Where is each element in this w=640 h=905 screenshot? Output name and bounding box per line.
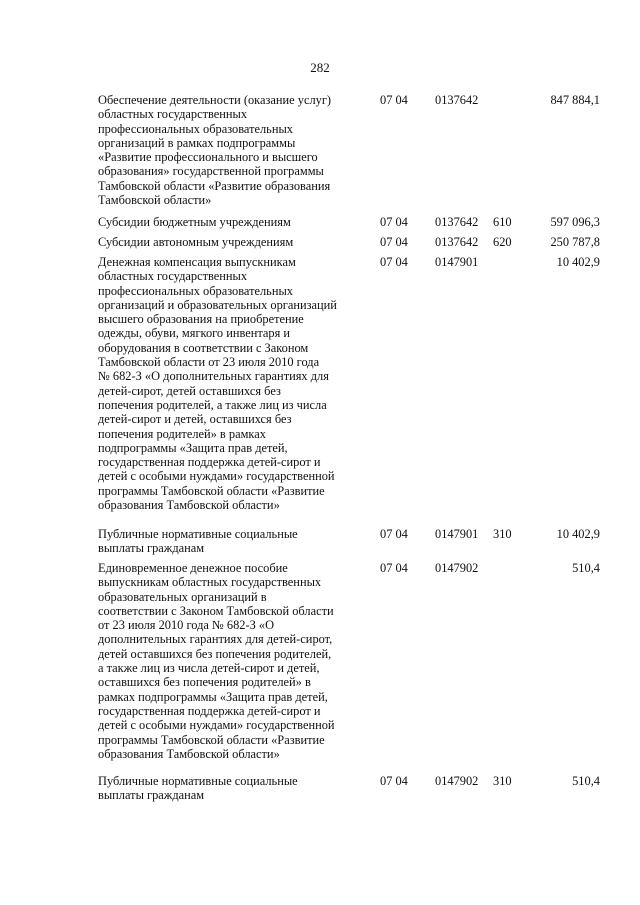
expense-kind: 310 <box>493 527 512 541</box>
description-line: государственная поддержка детей-сирот и <box>98 455 321 470</box>
row-description <box>98 561 360 761</box>
description-line: детей с особыми нуждами» государственной <box>98 718 335 733</box>
section-code: 07 04 <box>380 561 408 575</box>
description-line: оборудования в соответствии с Законом <box>98 340 309 355</box>
description-line: образовательных организаций в <box>98 589 267 604</box>
target-code: 0147901 <box>435 527 479 541</box>
description-line: рамках подпрограммы «Защита прав детей, <box>98 689 328 704</box>
amount: 510,4 <box>572 774 600 788</box>
description-line: образования Тамбовской области» <box>98 498 280 513</box>
target-code: 0147902 <box>435 561 479 575</box>
description-line: дополнительных гарантиях для детей-сирот, <box>98 632 333 647</box>
description-line: Обеспечение деятельности (оказание услуг) <box>98 93 332 107</box>
expense-kind: 610 <box>493 215 512 229</box>
amount: 510,4 <box>572 561 600 575</box>
description-line: областных государственных <box>98 269 248 284</box>
section-code: 07 04 <box>380 255 408 269</box>
row-description <box>98 215 360 229</box>
description-line: областных государственных <box>98 107 248 122</box>
description-line: профессиональных образовательных <box>98 121 293 136</box>
description-line: Публичные нормативные социальные <box>98 774 298 788</box>
row-description <box>98 93 360 207</box>
description-line: детей-сирот, детей оставшихся без <box>98 383 281 398</box>
amount: 597 096,3 <box>550 215 600 229</box>
amount: 847 884,1 <box>550 93 600 107</box>
description-line: высшего образования на приобретение <box>98 312 304 327</box>
description-line: от 23 июля 2010 года № 682-З «О <box>98 618 275 633</box>
target-code: 0137642 <box>435 235 479 249</box>
description-line: Субсидии автономным учреждениям <box>98 235 294 249</box>
description-line: Тамбовской области» <box>98 193 212 208</box>
target-code: 0137642 <box>435 93 479 107</box>
description-line: одежды, обуви, мягкого инвентаря и <box>98 326 291 341</box>
description-line: организаций и образовательных организаций <box>98 297 337 312</box>
description-line: Тамбовской области «Развитие образования <box>98 178 331 193</box>
section-code: 07 04 <box>380 235 408 249</box>
description-line: Единовременное денежное пособие <box>98 561 288 575</box>
amount: 10 402,9 <box>556 527 600 541</box>
description-line: государственная поддержка детей-сирот и <box>98 703 321 718</box>
description-line: № 682-З «О дополнительных гарантиях для <box>98 369 329 384</box>
description-line: Публичные нормативные социальные <box>98 527 298 541</box>
description-line: образования» государственной программы <box>98 164 324 179</box>
description-line: «Развитие профессионального и высшего <box>98 150 318 165</box>
target-code: 0137642 <box>435 215 479 229</box>
description-line: попечения родителей, а также лиц из числа <box>98 397 327 412</box>
expense-kind: 620 <box>493 235 512 249</box>
description-line: организаций в рамках подпрограммы <box>98 135 296 150</box>
row-description <box>98 235 360 249</box>
description-line: детей с особыми нуждами» государственной <box>98 469 335 484</box>
section-code: 07 04 <box>380 527 408 541</box>
description-line: попечения родителей» в рамках <box>98 426 266 441</box>
description-line: подпрограммы «Защита прав детей, <box>98 440 288 455</box>
section-code: 07 04 <box>380 215 408 229</box>
description-line: выплаты гражданам <box>98 541 205 556</box>
page-number: 282 <box>310 60 330 75</box>
description-line: выплаты гражданам <box>98 788 205 803</box>
section-code: 07 04 <box>380 774 408 788</box>
target-code: 0147901 <box>435 255 479 269</box>
description-line: Тамбовской области от 23 июля 2010 года <box>98 355 320 370</box>
amount: 10 402,9 <box>556 255 600 269</box>
description-line: соответствии с Законом Тамбовской области <box>98 603 334 618</box>
section-code: 07 04 <box>380 93 408 107</box>
description-line: детей оставшихся без попечения родителей, <box>98 646 332 661</box>
description-line: а также лиц из числа детей-сирот и детей, <box>98 661 320 676</box>
description-line: Денежная компенсация выпускникам <box>98 255 296 269</box>
row-description <box>98 774 360 803</box>
target-code: 0147902 <box>435 774 479 788</box>
description-line: программы Тамбовской области «Развитие <box>98 732 325 747</box>
description-line: профессиональных образовательных <box>98 283 293 298</box>
row-description <box>98 255 360 512</box>
description-line: детей-сирот и детей, оставшихся без <box>98 412 292 427</box>
expense-kind: 310 <box>493 774 512 788</box>
description-line: образования Тамбовской области» <box>98 746 280 761</box>
description-line: выпускникам областных государственных <box>98 575 322 590</box>
description-line: Субсидии бюджетным учреждениям <box>98 215 291 229</box>
amount: 250 787,8 <box>550 235 600 249</box>
description-line: программы Тамбовской области «Развитие <box>98 483 325 498</box>
row-description <box>98 527 360 556</box>
description-line: оставшихся без попечения родителей» в <box>98 675 311 690</box>
